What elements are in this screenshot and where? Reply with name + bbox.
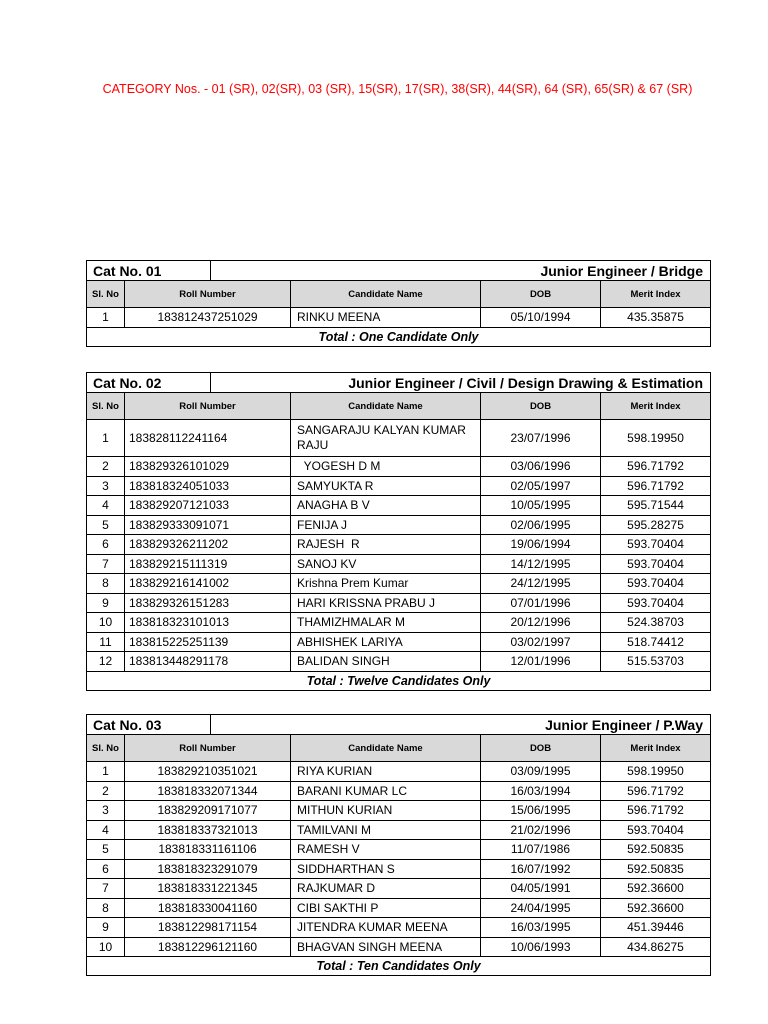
table-row — [87, 762, 711, 782]
cell-dob: 11/07/1986 — [481, 840, 601, 860]
cell-roll-number: 183812298171154 — [125, 918, 291, 938]
cell-roll-number: 183829333091071 — [125, 515, 291, 535]
cell-sl: 5 — [87, 515, 125, 535]
cell-roll-number: 183829209171077 — [125, 801, 291, 821]
cell-dob: 19/06/1994 — [481, 535, 601, 555]
total-note: Total : Twelve Candidates Only — [87, 671, 711, 690]
cell-merit-index: 592.50835 — [601, 859, 711, 879]
col-header-sl: Sl. No — [87, 281, 125, 308]
table-row — [87, 801, 711, 821]
cell-roll-number: 183829326211202 — [125, 535, 291, 555]
post-title: Junior Engineer / Bridge — [211, 261, 711, 281]
cell-roll-number: 183818337321013 — [125, 820, 291, 840]
cell-merit-index: 435.35875 — [601, 308, 711, 328]
col-header-merit: Merit Index — [601, 281, 711, 308]
table-row — [87, 898, 711, 918]
cell-merit-index: 524.38703 — [601, 613, 711, 633]
cell-merit-index: 593.70404 — [601, 820, 711, 840]
cell-dob: 24/12/1995 — [481, 574, 601, 594]
cell-candidate-name: CIBI SAKTHI P — [291, 898, 481, 918]
cell-sl: 7 — [87, 554, 125, 574]
cell-dob: 12/01/1996 — [481, 652, 601, 672]
cell-sl: 9 — [87, 918, 125, 938]
cell-sl: 2 — [87, 457, 125, 477]
cell-merit-index: 593.70404 — [601, 593, 711, 613]
table-row — [87, 554, 711, 574]
category-heading: CATEGORY Nos. - 01 (SR), 02(SR), 03 (SR), 15(SR), 17(SR), 38(SR), 44(SR), 64 (SR), 65(SR) & 67 (SR) — [102, 82, 693, 96]
table-row — [87, 613, 711, 633]
category-table-02 — [86, 372, 711, 691]
cell-merit-index: 596.71792 — [601, 476, 711, 496]
table-row — [87, 593, 711, 613]
cell-sl: 1 — [87, 420, 125, 457]
cell-dob: 20/12/1996 — [481, 613, 601, 633]
cell-roll-number: 183818330041160 — [125, 898, 291, 918]
cell-candidate-name: SIDDHARTHAN S — [291, 859, 481, 879]
cell-dob: 02/06/1995 — [481, 515, 601, 535]
table-row — [87, 308, 711, 328]
total-note: Total : One Candidate Only — [87, 327, 711, 346]
cell-sl: 1 — [87, 308, 125, 328]
col-header-roll: Roll Number — [125, 735, 291, 762]
cell-candidate-name: SANOJ KV — [291, 554, 481, 574]
total-note: Total : Ten Candidates Only — [87, 957, 711, 976]
cell-candidate-name: FENIJA J — [291, 515, 481, 535]
table-row — [87, 632, 711, 652]
cell-candidate-name: HARI KRISSNA PRABU J — [291, 593, 481, 613]
cell-roll-number: 183818331161106 — [125, 840, 291, 860]
cell-roll-number: 183813448291178 — [125, 652, 291, 672]
cell-merit-index: 592.36600 — [601, 898, 711, 918]
table-row — [87, 574, 711, 594]
table-row — [87, 820, 711, 840]
cat-number: Cat No. 01 — [87, 261, 211, 281]
cell-candidate-name: RINKU MEENA — [291, 308, 481, 328]
cell-sl: 10 — [87, 937, 125, 957]
cell-sl: 12 — [87, 652, 125, 672]
cell-dob: 10/05/1995 — [481, 496, 601, 516]
cell-sl: 8 — [87, 574, 125, 594]
col-header-dob: DOB — [481, 393, 601, 420]
cell-sl: 1 — [87, 762, 125, 782]
cell-roll-number: 183818323101013 — [125, 613, 291, 633]
cell-candidate-name: RIYA KURIAN — [291, 762, 481, 782]
cell-roll-number: 183818324051033 — [125, 476, 291, 496]
cell-roll-number: 183812437251029 — [125, 308, 291, 328]
cell-roll-number: 183818331221345 — [125, 879, 291, 899]
cell-roll-number: 183829326101029 — [125, 457, 291, 477]
cell-candidate-name: BARANI KUMAR LC — [291, 781, 481, 801]
cell-dob: 16/03/1995 — [481, 918, 601, 938]
cell-dob: 21/02/1996 — [481, 820, 601, 840]
cell-sl: 10 — [87, 613, 125, 633]
cell-dob: 04/05/1991 — [481, 879, 601, 899]
cell-merit-index: 596.71792 — [601, 781, 711, 801]
cell-roll-number: 183829216141002 — [125, 574, 291, 594]
cell-merit-index: 451.39446 — [601, 918, 711, 938]
cell-candidate-name: JITENDRA KUMAR MEENA — [291, 918, 481, 938]
post-title: Junior Engineer / P.Way — [211, 715, 711, 735]
cell-dob: 03/02/1997 — [481, 632, 601, 652]
cell-roll-number: 183828112241164 — [125, 420, 291, 457]
col-header-name: Candidate Name — [291, 393, 481, 420]
cell-candidate-name: MITHUN KURIAN — [291, 801, 481, 821]
cell-dob: 23/07/1996 — [481, 420, 601, 457]
cell-merit-index: 592.36600 — [601, 879, 711, 899]
cell-dob: 05/10/1994 — [481, 308, 601, 328]
cell-dob: 16/07/1992 — [481, 859, 601, 879]
table-row — [87, 535, 711, 555]
cell-dob: 03/06/1996 — [481, 457, 601, 477]
cell-sl: 6 — [87, 535, 125, 555]
cell-candidate-name: RAJESH R — [291, 535, 481, 555]
table-row — [87, 420, 711, 457]
cell-sl: 4 — [87, 820, 125, 840]
cell-sl: 8 — [87, 898, 125, 918]
cell-dob: 14/12/1995 — [481, 554, 601, 574]
cell-dob: 10/06/1993 — [481, 937, 601, 957]
cell-dob: 24/04/1995 — [481, 898, 601, 918]
cat-number: Cat No. 02 — [87, 373, 211, 393]
cell-merit-index: 593.70404 — [601, 554, 711, 574]
cell-roll-number: 183829215111319 — [125, 554, 291, 574]
cell-roll-number: 183818332071344 — [125, 781, 291, 801]
cell-sl: 6 — [87, 859, 125, 879]
cell-dob: 16/03/1994 — [481, 781, 601, 801]
cell-merit-index: 518.74412 — [601, 632, 711, 652]
col-header-name: Candidate Name — [291, 735, 481, 762]
cell-candidate-name: SAMYUKTA R — [291, 476, 481, 496]
table-row — [87, 937, 711, 957]
cell-merit-index: 593.70404 — [601, 574, 711, 594]
col-header-roll: Roll Number — [125, 281, 291, 308]
cell-merit-index: 595.71544 — [601, 496, 711, 516]
cell-roll-number: 183829326151283 — [125, 593, 291, 613]
cell-candidate-name: RAMESH V — [291, 840, 481, 860]
cell-roll-number: 183829210351021 — [125, 762, 291, 782]
cell-candidate-name: BHAGVAN SINGH MEENA — [291, 937, 481, 957]
table-row — [87, 859, 711, 879]
table-row — [87, 515, 711, 535]
cell-candidate-name: BALIDAN SINGH — [291, 652, 481, 672]
cell-merit-index: 598.19950 — [601, 762, 711, 782]
category-table-03 — [86, 714, 711, 976]
post-title: Junior Engineer / Civil / Design Drawing & Estimation — [211, 373, 711, 393]
cell-merit-index: 596.71792 — [601, 457, 711, 477]
table-row — [87, 457, 711, 477]
cell-candidate-name: Krishna Prem Kumar — [291, 574, 481, 594]
cell-merit-index: 515.53703 — [601, 652, 711, 672]
cell-sl: 9 — [87, 593, 125, 613]
col-header-merit: Merit Index — [601, 735, 711, 762]
cell-candidate-name: YOGESH D M — [291, 457, 481, 477]
cell-sl: 5 — [87, 840, 125, 860]
cell-merit-index: 598.19950 — [601, 420, 711, 457]
cell-roll-number: 183829207121033 — [125, 496, 291, 516]
cell-dob: 15/06/1995 — [481, 801, 601, 821]
table-row — [87, 496, 711, 516]
cell-sl: 3 — [87, 801, 125, 821]
cell-sl: 4 — [87, 496, 125, 516]
col-header-merit: Merit Index — [601, 393, 711, 420]
category-table-01 — [86, 260, 711, 347]
col-header-roll: Roll Number — [125, 393, 291, 420]
cell-dob: 07/01/1996 — [481, 593, 601, 613]
table-row — [87, 652, 711, 672]
cell-merit-index: 592.50835 — [601, 840, 711, 860]
cell-candidate-name: THAMIZHMALAR M — [291, 613, 481, 633]
cell-merit-index: 596.71792 — [601, 801, 711, 821]
table-row — [87, 476, 711, 496]
cell-roll-number: 183812296121160 — [125, 937, 291, 957]
col-header-sl: Sl. No — [87, 735, 125, 762]
cell-roll-number: 183815225251139 — [125, 632, 291, 652]
table-row — [87, 918, 711, 938]
cat-number: Cat No. 03 — [87, 715, 211, 735]
col-header-dob: DOB — [481, 735, 601, 762]
cell-roll-number: 183818323291079 — [125, 859, 291, 879]
cell-candidate-name: SANGARAJU KALYAN KUMAR RAJU — [291, 420, 481, 457]
table-row — [87, 781, 711, 801]
col-header-dob: DOB — [481, 281, 601, 308]
cell-merit-index: 434.86275 — [601, 937, 711, 957]
cell-candidate-name: RAJKUMAR D — [291, 879, 481, 899]
cell-dob: 03/09/1995 — [481, 762, 601, 782]
cell-merit-index: 593.70404 — [601, 535, 711, 555]
table-row — [87, 840, 711, 860]
col-header-sl: Sl. No — [87, 393, 125, 420]
cell-candidate-name: ABHISHEK LARIYA — [291, 632, 481, 652]
cell-candidate-name: TAMILVANI M — [291, 820, 481, 840]
cell-sl: 3 — [87, 476, 125, 496]
cell-candidate-name: ANAGHA B V — [291, 496, 481, 516]
col-header-name: Candidate Name — [291, 281, 481, 308]
cell-dob: 02/05/1997 — [481, 476, 601, 496]
cell-merit-index: 595.28275 — [601, 515, 711, 535]
cell-sl: 2 — [87, 781, 125, 801]
cell-sl: 7 — [87, 879, 125, 899]
table-row — [87, 879, 711, 899]
cell-sl: 11 — [87, 632, 125, 652]
